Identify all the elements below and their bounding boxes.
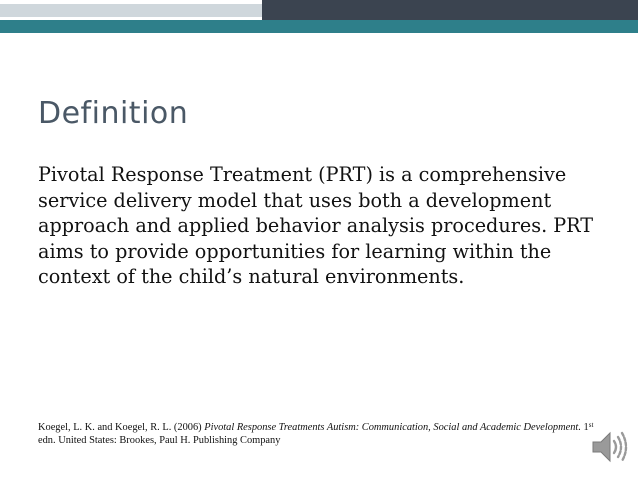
slide-title: Definition	[38, 96, 189, 131]
citation-edition-superscript: st	[588, 421, 594, 429]
speaker-icon[interactable]	[590, 428, 630, 466]
header-decoration	[0, 0, 638, 18]
slide-body-text: Pivotal Response Treatment (PRT) is a comprehensive service delivery model that uses both a development approach and applied behavior analysis procedures. PRT aims to provide opportunities for learning within the context of the child’s natural environments.	[38, 163, 594, 288]
citation-edition-rest: edn. United States: Brookes, Paul H. Publishing Company	[38, 435, 281, 446]
header-band-teal	[0, 20, 638, 33]
citation-title: Pivotal Response Treatments Autism: Communication, Social and Academic Development.	[204, 422, 581, 433]
citation-edition-number: 1	[580, 422, 589, 433]
citation	[38, 421, 598, 447]
citation-authors: Koegel, L. K. and Koegel, R. L. (2006)	[38, 422, 205, 433]
header-band-dark	[262, 0, 638, 20]
